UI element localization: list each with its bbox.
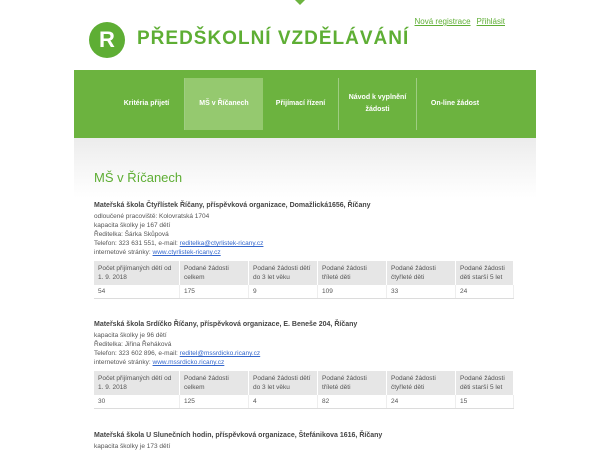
web-link[interactable]: www.mssrdicko.ricany.cz xyxy=(152,359,225,366)
col-header: Podané žádosti celkem xyxy=(180,371,249,395)
table-cell: 4 xyxy=(249,395,318,409)
school-name: Mateřská škola Srdíčko Říčany, příspěvková organizace, E. Beneše 204, Říčany xyxy=(94,321,358,328)
table-cell: 175 xyxy=(180,285,249,299)
email-link[interactable]: reditel@mssrdicko.ricany.cz xyxy=(179,350,261,357)
school-name: Mateřská škola Čtyřlístek Říčany, příspěvková organizace, Domažlická1656, Říčany xyxy=(94,202,371,209)
email-link[interactable]: reditelka@ctyrlistek-ricany.cz xyxy=(179,240,264,247)
school-contact xyxy=(94,239,514,248)
phone-text: Telefon: 323 631 551, e-mail: xyxy=(94,240,178,247)
page-title: MŠ v Říčanech xyxy=(94,170,183,185)
web-label: internetové stránky: xyxy=(94,359,151,366)
table-row xyxy=(94,395,514,409)
col-header: Podané žádosti tříleté děti xyxy=(318,261,387,285)
web-link[interactable]: www.ctyrlistek-ricany.cz xyxy=(152,249,221,256)
nav-item-navod[interactable]: Návod k vyplnění žádosti xyxy=(339,78,417,130)
table-cell: 82 xyxy=(318,395,387,409)
table-cell: 33 xyxy=(387,285,456,299)
school-director: Ředitelka: Šárka Skůpová xyxy=(94,231,169,238)
col-header: Podané žádosti tříleté děti xyxy=(318,371,387,395)
stats-table xyxy=(94,261,514,299)
web-label: internetové stránky: xyxy=(94,249,151,256)
col-header: Podané žádosti čtyřleté děti xyxy=(387,261,456,285)
school-capacity: kapacita školky je 167 dětí xyxy=(94,222,171,229)
logo-icon[interactable]: R xyxy=(89,22,125,58)
table-cell: 15 xyxy=(456,395,514,409)
col-header: Podané žádosti čtyřleté děti xyxy=(387,371,456,395)
table-cell: 125 xyxy=(180,395,249,409)
site-header xyxy=(0,0,600,70)
school-name: Mateřská škola U Slunečních hodin, příspěvková organizace, Štefánikova 1616, Říčany xyxy=(94,432,383,439)
table-cell: 24 xyxy=(456,285,514,299)
school-ctyrlistek xyxy=(94,202,514,299)
col-header: Podané žádosti dětí do 3 let věku xyxy=(249,371,318,395)
school-capacity: kapacita školky je 173 dětí xyxy=(94,443,171,450)
col-header: Podané žádosti celkem xyxy=(180,261,249,285)
nav-item-kriteria[interactable]: Kritéria přijetí xyxy=(109,78,185,130)
table-header-row xyxy=(94,261,514,285)
col-header: Podané žádosti děti starší 5 let xyxy=(456,261,514,285)
site-title[interactable]: PŘEDŠKOLNÍ VZDĚLÁVÁNÍ xyxy=(137,28,410,49)
school-director: Ředitelka: Jiřina Řeháková xyxy=(94,341,172,348)
table-header-row xyxy=(94,371,514,395)
main-content xyxy=(74,138,536,450)
table-row xyxy=(94,285,514,299)
table-cell: 109 xyxy=(318,285,387,299)
table-cell: 54 xyxy=(94,285,180,299)
school-slunecni-hodiny xyxy=(94,432,514,451)
phone-text: Telefon: 323 602 896, e-mail: xyxy=(94,350,178,357)
col-header: Podané žádosti dětí do 3 let věku xyxy=(249,261,318,285)
col-header: Podané žádosti děti starší 5 let xyxy=(456,371,514,395)
col-header: Počet přijímaných dětí od 1. 9. 2018 xyxy=(94,371,180,395)
main-nav xyxy=(74,70,536,138)
register-link[interactable]: Nová registrace xyxy=(414,17,471,26)
stats-table xyxy=(94,371,514,409)
top-links xyxy=(415,17,505,26)
nav-item-prijimaci-rizeni[interactable]: Přijímací řízení xyxy=(263,78,339,130)
school-web xyxy=(94,358,514,367)
school-contact xyxy=(94,349,514,358)
table-cell: 9 xyxy=(249,285,318,299)
school-detail: odloučené pracoviště: Kolovratská 1704 xyxy=(94,213,210,220)
school-srdicko xyxy=(94,321,514,409)
nav-item-online-zadost[interactable]: On-line žádost xyxy=(430,100,480,107)
school-capacity: kapacita školky je 96 dětí xyxy=(94,332,167,339)
col-header: Počet přijímaných dětí od 1. 9. 2018 xyxy=(94,261,180,285)
table-cell: 30 xyxy=(94,395,180,409)
login-link[interactable]: Přihlásit xyxy=(476,17,505,26)
school-web xyxy=(94,248,514,257)
table-cell: 24 xyxy=(387,395,456,409)
nav-item-ms-ricany[interactable]: MŠ v Říčanech xyxy=(185,78,263,130)
